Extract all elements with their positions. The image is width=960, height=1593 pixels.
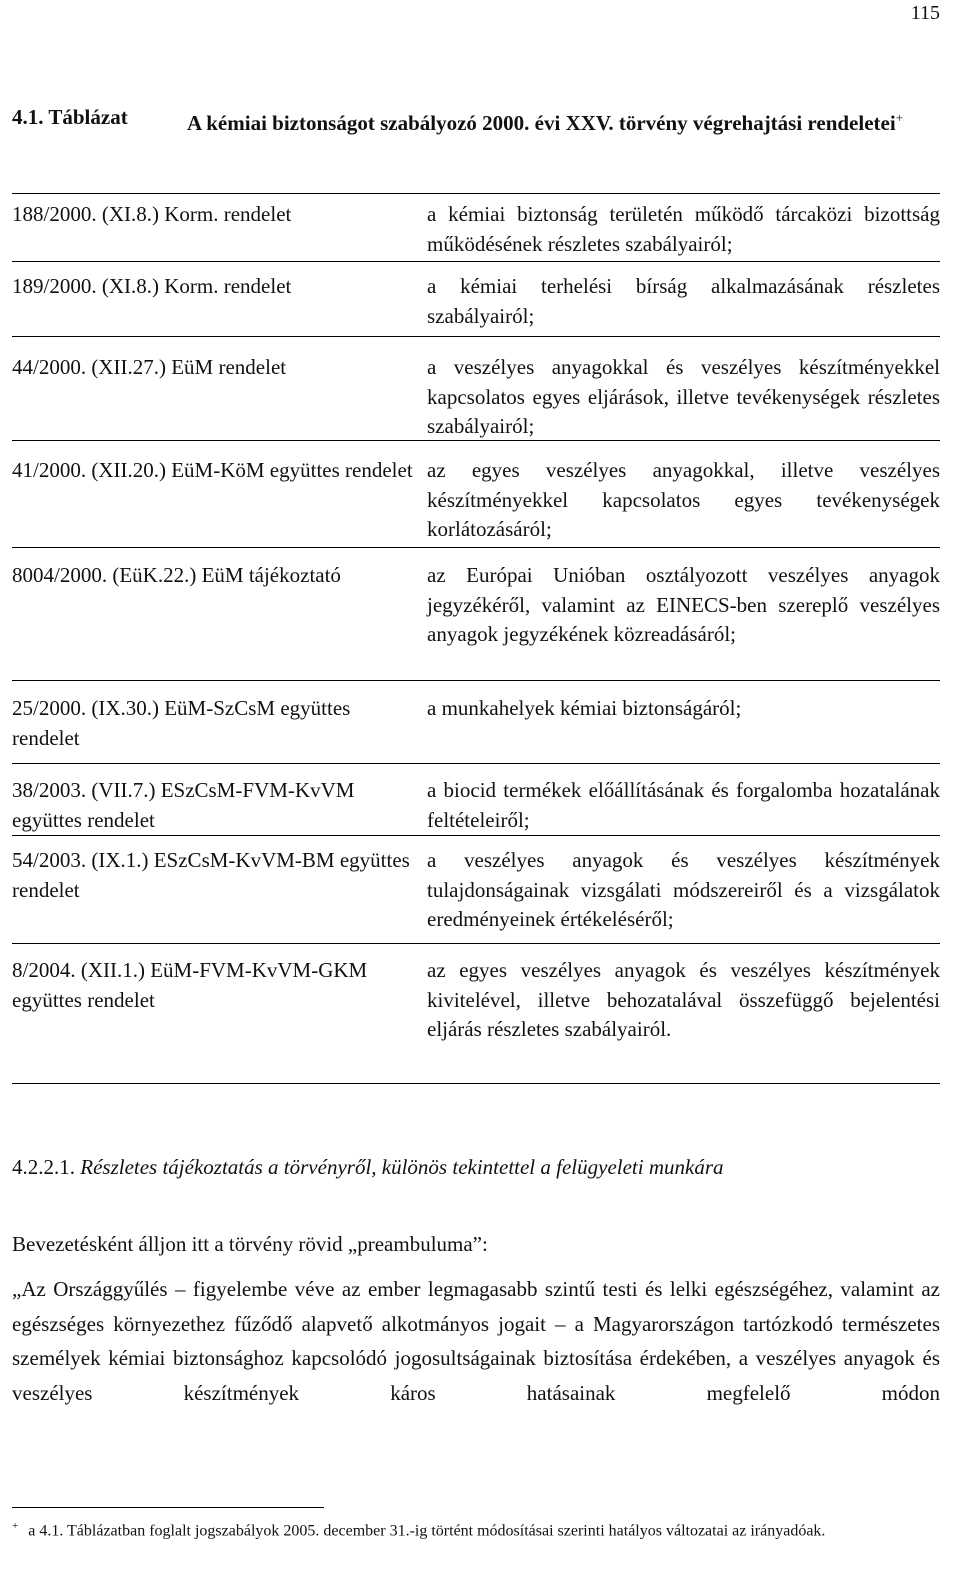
regulation-desc: a munkahelyek kémiai biztonságáról; [427, 696, 742, 720]
regulation-ref: 41/2000. (XII.20.) EüM-KöM együttes rendelet [12, 458, 413, 482]
section-heading [12, 1152, 940, 1182]
regulation-ref: 189/2000. (XI.8.) Korm. rendelet [12, 274, 292, 298]
table-row [12, 764, 940, 836]
table-row [12, 681, 940, 764]
regulation-desc: a veszélyes anyagok és veszélyes készítmények tulajdonságainak vizsgálati módszereiről és a vizsgálatok eredményeinek értékeléséről; [427, 848, 940, 931]
table-row [12, 200, 940, 262]
regulation-desc: a kémiai terhelési bírság alkalmazásának részletes szabályairól; [427, 274, 940, 328]
regulation-ref: 188/2000. (XI.8.) Korm. rendelet [12, 202, 292, 226]
table-row [12, 944, 940, 1084]
law-table [12, 200, 940, 1084]
table-title-wrap [187, 103, 942, 138]
footnote-text: a 4.1. Táblázatban foglalt jogszabályok 2005. december 31.-ig történt módosításai szerinti hatályos változatai az irányadóak. [28, 1522, 826, 1540]
regulation-desc: az Európai Unióban osztályozott veszélyes anyagok jegyzékéről, valamint az EINECS-ben szereplő veszélyes anyagok jegyzékének közreadásáról; [427, 563, 940, 646]
table-title-footnote-mark: + [895, 110, 904, 125]
regulation-desc: a veszélyes anyagokkal és veszélyes készítményekkel kapcsolatos egyes eljárások, illetve tevékenységek részletes szabályairól; [427, 355, 940, 438]
regulation-ref: 38/2003. (VII.7.) ESzCsM-FVM-KvVM együttes rendelet [12, 778, 355, 832]
regulation-desc: az egyes veszélyes anyagok és veszélyes készítmények kivitelével, illetve behozatalával összefüggő bejelentési eljárás részletes szabályairól. [427, 958, 940, 1041]
table-top-rule [12, 193, 940, 194]
regulation-ref: 8/2004. (XII.1.) EüM-FVM-KvVM-GKM együttes rendelet [12, 958, 368, 1012]
regulation-ref: 25/2000. (IX.30.) EüM-SzCsM együttes rendelet [12, 696, 351, 750]
table-title: A kémiai biztonságot szabályozó 2000. évi XXV. törvény végrehajtási rendeletei [187, 111, 896, 135]
table-row [12, 441, 940, 548]
regulation-desc: a biocid termékek előállításának és forgalomba hozatalának feltételeiről; [427, 778, 940, 832]
footnote-separator [12, 1507, 324, 1508]
section-title: Részletes tájékoztatás a törvényről, különös tekintettel a felügyeleti munkára [80, 1155, 724, 1179]
regulation-ref: 54/2003. (IX.1.) ESzCsM-KvVM-BM együttes rendelet [12, 848, 410, 902]
section-number: 4.2.2.1. [12, 1155, 75, 1179]
table-row [12, 836, 940, 944]
table-heading [12, 103, 942, 138]
regulation-ref: 8004/2000. (EüK.22.) EüM tájékoztató [12, 563, 341, 587]
intro-paragraph: Bevezetésként álljon itt a törvény rövid „preambuluma”: [12, 1232, 488, 1256]
regulation-desc: az egyes veszélyes anyagokkal, illetve veszélyes készítményekkel kapcsolatos egyes tevékenységek korlátozásáról; [427, 458, 940, 541]
footnote [12, 1515, 940, 1542]
table-row [12, 337, 940, 441]
regulation-desc: a kémiai biztonság területén működő tárcaközi bizottság működésének részletes szabályairól; [427, 202, 940, 256]
table-row [12, 548, 940, 681]
page-number: 115 [910, 2, 940, 24]
footnote-mark: + [12, 1520, 19, 1532]
regulation-ref: 44/2000. (XII.27.) EüM rendelet [12, 355, 287, 379]
preamble-quote: „Az Országgyűlés – figyelembe véve az ember legmagasabb szintű testi és lelki egészségéhez, valamint az egészséges környezethez fűződő alapvető alkotmányos jogait – a Magyarországon tartózkodó természetes személyek kémiai biztonsághoz kapcsolódó jogosultságainak biztosítása érdekében, a veszélyes anyagok és veszélyes készítmények káros hatásainak megfelelő módon [12, 1277, 940, 1405]
table-number: 4.1. Táblázat [12, 105, 128, 129]
table-row [12, 262, 940, 337]
